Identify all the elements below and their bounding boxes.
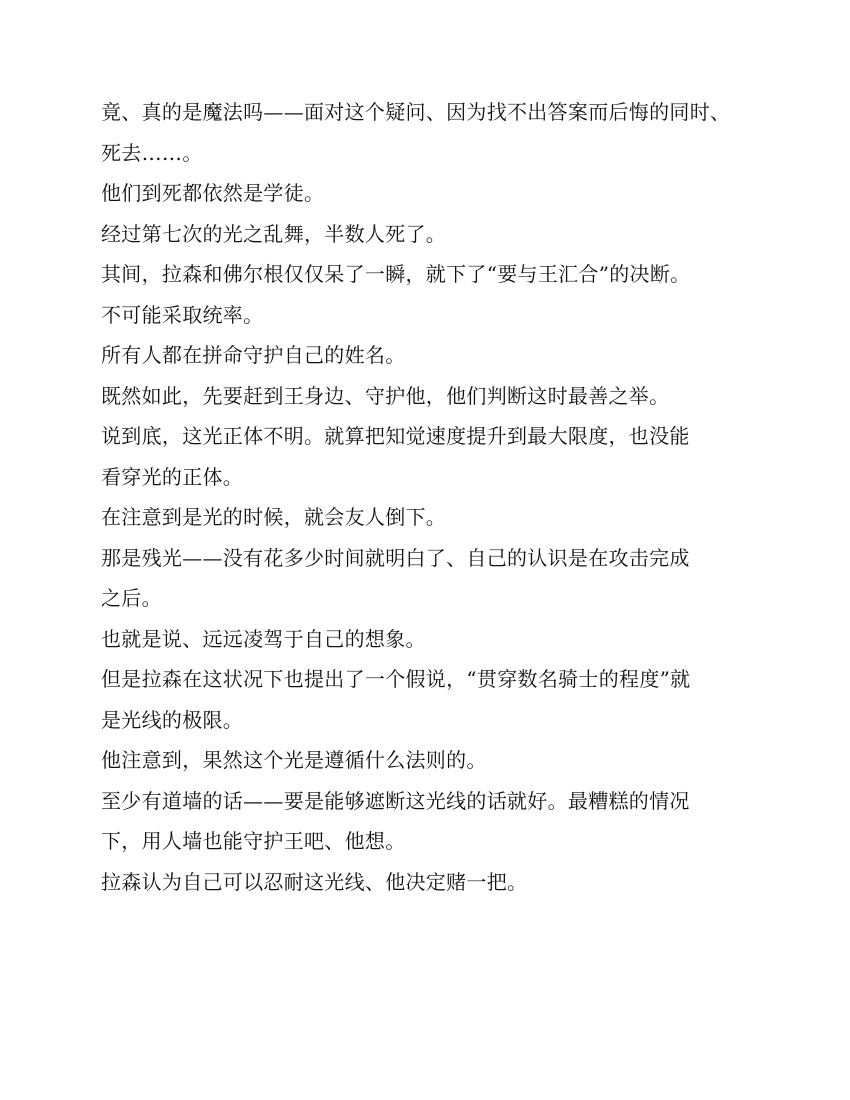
text-line: 下，用人墙也能守护王吧、他想。 [101, 829, 406, 853]
text-line: 他注意到，果然这个光是遵循什么法则的。 [101, 748, 487, 772]
text-line: 经过第七次的光之乱舞，半数人死了。 [101, 221, 447, 246]
text-line: 至少有道墙的话——要是能够遮断这光线的话就好。最糟糕的情况 [101, 788, 690, 813]
text-line: 死去……。 [101, 140, 203, 165]
text-line: 不可能采取统率。 [101, 302, 264, 327]
text-body [101, 92, 761, 902]
text-line: 所有人都在拼命守护自己的姓名。 [101, 343, 406, 367]
text-line: 在注意到是光的时候，就会友人倒下。 [101, 505, 447, 529]
text-line: 那是残光——没有花多少时间就明白了、自己的认识是在攻击完成 [101, 545, 690, 570]
text-line: 也就是说、远远凌驾于自己的想象。 [101, 626, 426, 651]
text-line: 他们到死都依然是学徒。 [101, 181, 325, 205]
text-line: 既然如此，先要赶到王身边、守护他，他们判断这时最善之举。 [101, 383, 670, 408]
text-line: 看穿光的正体。 [101, 464, 244, 489]
text-line: 拉森认为自己可以忍耐这光线、他决定赌一把。 [101, 869, 528, 894]
text-line: 但是拉森在这状况下也提出了一个假说，“贯穿数名骑士的程度”就 [101, 667, 691, 691]
text-line: 说到底，这光正体不明。就算把知觉速度提升到最大限度，也没能 [101, 424, 690, 448]
text-line: 是光线的极限。 [101, 707, 244, 732]
text-line: 其间，拉森和佛尔根仅仅呆了一瞬，就下了“要与王汇合”的决断。 [101, 262, 691, 286]
text-line: 之后。 [101, 586, 162, 610]
text-line: 竟、真的是魔法吗——面对这个疑问、因为找不出答案而后悔的同时、 [101, 100, 731, 124]
